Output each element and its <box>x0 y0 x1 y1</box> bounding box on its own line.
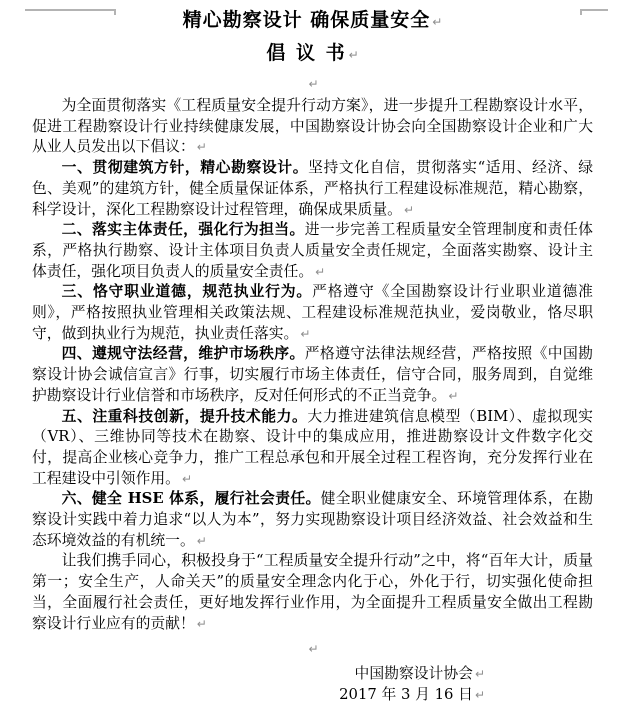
item-4-heading: 四、遵规守法经营，维护市场秩序。 <box>61 345 305 363</box>
paragraph-mark-icon: ↵ <box>300 326 311 341</box>
item-2-heading: 二、落实主体责任，强化行为担当。 <box>61 221 305 239</box>
paragraph-mark-icon: ↵ <box>181 471 193 486</box>
paragraph-mark-icon: ↵ <box>196 533 207 548</box>
page-corner-mark-left <box>25 9 116 11</box>
signature-date-text: 2017 年 3 月 16 日 <box>339 685 473 703</box>
paragraph-mark-icon: ↵ <box>474 687 485 702</box>
paragraph-mark-icon: ↵ <box>196 616 207 631</box>
document-title-text: 精心勘察设计 确保质量安全 <box>182 9 431 31</box>
signature-org-text: 中国勘察设计协会 <box>354 665 473 683</box>
closing-paragraph <box>32 551 593 634</box>
document-page <box>0 6 638 703</box>
signature-date <box>32 685 485 706</box>
paragraph-mark-icon: ↵ <box>308 642 319 657</box>
paragraph-mark-icon: ↵ <box>474 667 485 682</box>
signature-org <box>32 664 485 685</box>
paragraph-mark-icon: ↵ <box>348 48 359 62</box>
item-5-heading: 五、注重科技创新，提升技术能力。 <box>61 407 308 425</box>
item-3-heading: 三、恪守职业道德，规范执业行为。 <box>61 283 313 301</box>
item-6-text: 健全职业健康安全、环境管理体系，在勘察设计实践中着力追求“以人为本”，努力实现勘察设计项目经济效益、社会效益和生态环境效益的有机统一。 <box>32 490 593 549</box>
signature-block <box>32 664 593 705</box>
item-4-text: 严格遵守法律法规经营，严格按照《中国勘察设计协会诚信宣言》行事，切实履行市场主体责任，信守合同，服务周到，自觉维护勘察设计行业信誉和市场秩序，反对任何形式的不正当竞争。 <box>32 345 593 404</box>
paragraph-mark-icon: ↵ <box>196 140 207 155</box>
item-5-text: 大力推进建筑信息模型（BIM）、虚拟现实（VR）、三维协同等技术在勘察、设计中的集成应用，推进勘察设计文件数字化交付，提高企业核心竞争力，推广工程总承包和开展全过程工程咨询，充分发挥行业在工程建设中引领作用。 <box>32 407 593 487</box>
paragraph-mark-icon: ↵ <box>403 202 414 217</box>
item-1-text: 坚持文化自信，贯彻落实“适用、经济、绿色、美观”的建筑方针，健全质量保证体系，严格执行工程建设标准规范，精心勘察，科学设计，深化工程勘察设计过程管理，确保成果质量。 <box>32 159 593 218</box>
item-1-heading: 一、贯彻建筑方针，精心勘察设计。 <box>61 159 309 177</box>
paragraph-mark-icon: ↵ <box>308 77 319 91</box>
initiative-item-1 <box>32 158 593 220</box>
initiative-item-4 <box>32 344 593 406</box>
intro-text: 为全面贯彻落实《工程质量安全提升行动方案》，进一步提升工程勘察设计水平，促进工程勘察设计行业持续健康发展，中国勘察设计协会向全国勘察设计企业和广大从业人员发出以下倡议： <box>32 97 593 156</box>
document-subtitle <box>32 38 593 70</box>
document-body <box>32 6 593 706</box>
page-corner-mark-right <box>580 9 608 11</box>
empty-paragraph <box>32 634 593 664</box>
initiative-item-2 <box>32 220 593 282</box>
document-title <box>32 6 593 36</box>
item-6-heading: 六、健全 HSE 体系，履行社会责任。 <box>61 490 321 508</box>
closing-text: 让我们携手同心，积极投身于“工程质量安全提升行动”之中，将“百年大计，质量第一；安全生产，人命关天”的质量安全理念内化于心，外化于行，切实强化使命担当，全面履行社会责任，更好地发挥行业作用，为全面提升工程质量安全做出工程勘察设计行业应有的贡献！ <box>32 552 593 632</box>
item-3-text: 严格遵守《全国勘察设计行业职业道德准则》，严格按照执业管理相关政策法规、工程建设标准规范执业，爱岗敬业，恪尽职守，做到执业行为规范，执业责任落实。 <box>32 283 593 342</box>
initiative-item-6 <box>32 489 593 551</box>
initiative-item-3 <box>32 282 593 344</box>
item-2-text: 进一步完善工程质量安全管理制度和责任体系，严格执行勘察、设计主体项目负责人质量安全责任规定，全面落实勘察、设计主体责任，强化项目负责人的质量安全责任。 <box>32 221 593 280</box>
paragraph-mark-icon: ↵ <box>448 388 459 403</box>
empty-paragraph <box>32 70 593 96</box>
paragraph-mark-icon: ↵ <box>315 264 326 279</box>
document-subtitle-text: 倡 议 书 <box>266 42 347 64</box>
intro-paragraph <box>32 96 593 158</box>
paragraph-mark-icon: ↵ <box>432 15 443 29</box>
initiative-item-5 <box>32 407 593 490</box>
